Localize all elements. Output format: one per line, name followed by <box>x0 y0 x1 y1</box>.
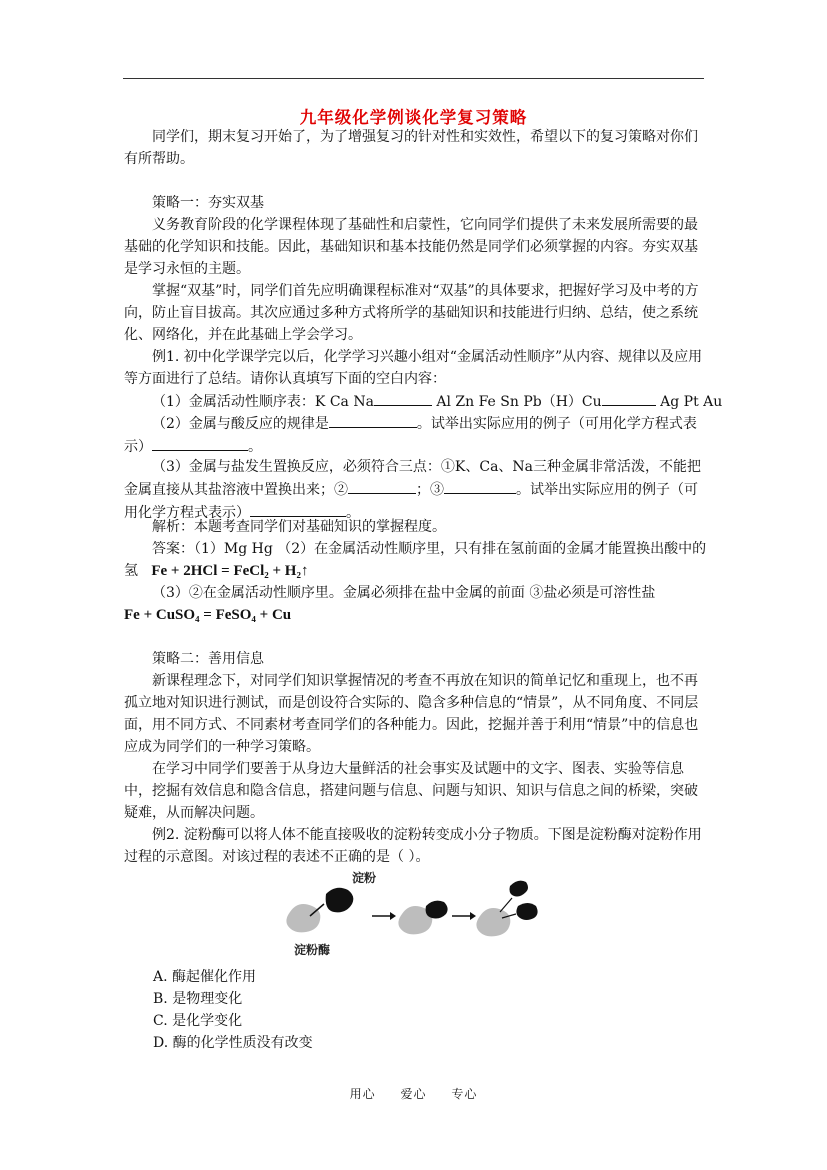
question-3-text-c: 。试举出实际应用的例子（可用化学方程式表示） <box>124 482 698 521</box>
example-1-question: 例1. 初中化学课学完以后，化学学习兴趣小组对“金属活动性顺序”从内容、规律以及应用等方面进行了总结。请你认真填写下面的空白内容： <box>124 349 703 387</box>
enzyme-shape <box>476 908 510 936</box>
page-footer <box>0 1085 827 1102</box>
footer-item: 专心 <box>451 1087 478 1101</box>
blank[interactable] <box>250 501 346 517</box>
strategy-one-paragraph-1: 义务教育阶段的化学课程体现了基础性和启蒙性，它向同学们提供了未来发展所需要的最基础的化学知识和技能。因此，基础知识和基本技能仍然是同学们必须掌握的内容。夯实双基是学习永恒的主题。 <box>124 217 698 277</box>
question-3-text-b: ；③ <box>416 482 444 498</box>
option-d[interactable]: D. 酶的化学性质没有改变 <box>153 1035 313 1051</box>
answer-1-2 <box>124 538 710 582</box>
process-arrow-head <box>390 912 396 920</box>
process-arrow-head <box>470 912 476 920</box>
equation-fe-cuso4-line <box>124 604 710 626</box>
footer-item: 用心 <box>349 1087 376 1101</box>
example-2-question: 例2. 淀粉酶可以将人体不能直接吸收的淀粉转变成小分子物质。下图是淀粉酶对淀粉作用过程的示意图。对该过程的表述不正确的是（ ）。 <box>124 827 702 865</box>
option-c[interactable]: C. 是化学变化 <box>153 1013 243 1029</box>
starch-label: 淀粉 <box>352 871 377 885</box>
starch-shape <box>326 888 354 913</box>
enzyme-label: 淀粉酶 <box>294 943 331 957</box>
question-3-text-a: （3）金属与盐发生置换反应，必须符合三点：①K、Ca、Na三种金属非常活泼，不能把金属直接从其盐溶液中置换出来；② <box>124 459 702 498</box>
blank[interactable] <box>374 390 432 406</box>
starch-enzyme-diagram <box>280 868 560 960</box>
option-a[interactable]: A. 酶起催化作用 <box>153 969 257 985</box>
header-rule <box>123 78 704 79</box>
question-2-text-a: （2）金属与酸反应的规律是 <box>152 416 329 432</box>
answer-text: 答案：（1）Mg Hg （2）在金属活动性顺序里，只有排在氢前面的金属才能置换出酸中的氢 <box>124 541 707 579</box>
page-title: 九年级化学例谈化学复习策略 <box>299 108 528 127</box>
strategy-two-heading: 策略二：善用信息 <box>152 651 264 667</box>
intro-paragraph: 同学们，期末复习开始了，为了增强复习的针对性和实效性，希望以下的复习策略对你们有所帮助。 <box>124 129 698 167</box>
equation-fe-hcl: Fe + 2HCl = FeCl₂ + H₂↑ <box>151 563 309 579</box>
question-3 <box>124 456 710 524</box>
option-b[interactable]: B. 是物理变化 <box>153 991 243 1007</box>
answer-3: （3）②在金属活动性顺序里。金属必须排在盐中金属的前面 ③盐必须是可溶性盐 <box>152 585 656 601</box>
question-2-text-b: 。试举出实际应用的例子（可用化学方程式表示） <box>124 416 697 455</box>
strategy-one-paragraph-2: 掌握“双基”时，同学们首先应明确课程标准对“双基”的具体要求，把握好学习及中考的方向，防止盲目拔高。其次应通过多种方式将所学的基础知识和技能进行归纳、总结，使之系统化、网络化，并在此基础上学会学习。 <box>124 283 699 343</box>
arrow <box>500 898 512 912</box>
question-2-text-c: 。 <box>248 439 262 455</box>
analysis: 解析：本题考查同学们对基础知识的掌握程度。 <box>152 519 446 535</box>
question-1-text-a: （1）金属活动性顺序表：K Ca Na <box>152 394 374 410</box>
question-2 <box>124 412 710 458</box>
product-shape <box>510 881 529 897</box>
strategy-one-heading: 策略一：夯实双基 <box>152 195 264 211</box>
enzyme-shape <box>286 904 320 932</box>
blank[interactable] <box>152 435 248 451</box>
blank[interactable] <box>329 412 417 428</box>
blank[interactable] <box>602 390 656 406</box>
product-shape <box>516 903 537 920</box>
question-1-text-b: Al Zn Fe Sn Pb（H）Cu <box>431 394 602 410</box>
footer-item: 爱心 <box>400 1087 427 1101</box>
blank[interactable] <box>348 478 416 494</box>
equation-fe-cuso4: Fe + CuSO₄ = FeSO₄ + Cu <box>124 607 292 623</box>
strategy-two-paragraph-2: 在学习中同学们要善于从身边大量鲜活的社会事实及试题中的文字、图表、实验等信息中，挖掘有效信息和隐含信息，搭建问题与信息、问题与知识、知识与信息之间的桥梁，突破疑难，从而解决问题。 <box>124 761 698 821</box>
starch-bound-shape <box>426 901 448 919</box>
strategy-two-paragraph-1: 新课程理念下，对同学们知识掌握情况的考查不再放在知识的简单记忆和重现上，也不再孤立地对知识进行测试，而是创设符合实际的、隐含多种信息的“情景”，从不同角度、不同层面，用不同方式、不同素材考查同学们的各种能力。因此，挖掘并善于利用“情景”中的信息也应成为同学们的一种学习策略。 <box>124 673 699 755</box>
question-1 <box>124 390 738 413</box>
blank[interactable] <box>444 478 516 494</box>
question-1-text-c: Ag Pt Au <box>655 394 723 410</box>
question-3-text-d: 。 <box>346 505 360 521</box>
